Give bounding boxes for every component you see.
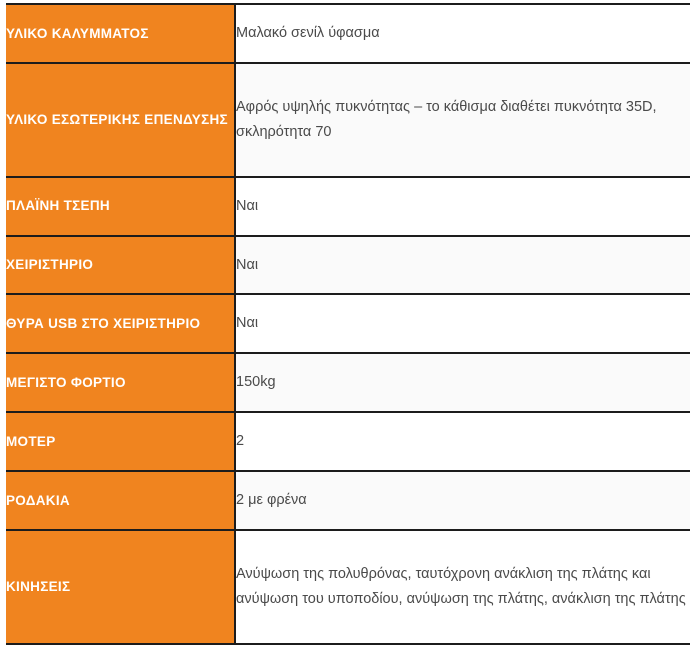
spec-value-cell: 2: [235, 412, 690, 471]
spec-value-cell: 2 με φρένα: [235, 471, 690, 530]
spec-value-cell: Ανύψωση της πολυθρόνας, ταυτόχρονη ανάκλιση της πλάτης και ανύψωση του υποποδίου, ανύψωση της πλάτης, ανάκλιση της πλάτης: [235, 530, 690, 644]
table-row: [6, 412, 690, 471]
spec-label-cell: ΥΛΙΚΟ ΚΑΛΥΜΜΑΤΟΣ: [6, 4, 235, 63]
spec-label-cell: ΧΕΙΡΙΣΤΗΡΙΟ: [6, 236, 235, 295]
spec-value-cell: Αφρός υψηλής πυκνότητας – το κάθισμα διαθέτει πυκνότητα 35D, σκληρότητα 70: [235, 63, 690, 177]
table-row: [6, 353, 690, 412]
specifications-table: [6, 3, 690, 645]
spec-label-cell: ΚΙΝΗΣΕΙΣ: [6, 530, 235, 644]
spec-value-cell: Ναι: [235, 294, 690, 353]
table-row: [6, 236, 690, 295]
specifications-table-body: [6, 4, 690, 644]
spec-label-cell: ΜΟΤΕΡ: [6, 412, 235, 471]
spec-label-cell: ΡΟΔΑΚΙΑ: [6, 471, 235, 530]
spec-value-cell: Ναι: [235, 177, 690, 236]
spec-label-cell: ΥΛΙΚΟ ΕΣΩΤΕΡΙΚΗΣ ΕΠΕΝΔΥΣΗΣ: [6, 63, 235, 177]
spec-label-cell: ΘΥΡΑ USB ΣΤΟ ΧΕΙΡΙΣΤΗΡΙΟ: [6, 294, 235, 353]
table-row: [6, 4, 690, 63]
spec-value-cell: Ναι: [235, 236, 690, 295]
spec-value-cell: Μαλακό σενίλ ύφασμα: [235, 4, 690, 63]
table-row: [6, 530, 690, 644]
table-row: [6, 63, 690, 177]
table-row: [6, 294, 690, 353]
table-row: [6, 471, 690, 530]
spec-value-cell: 150kg: [235, 353, 690, 412]
table-row: [6, 177, 690, 236]
spec-label-cell: ΠΛΑΪΝΗ ΤΣΕΠΗ: [6, 177, 235, 236]
spec-label-cell: ΜΕΓΙΣΤΟ ΦΟΡΤΙΟ: [6, 353, 235, 412]
